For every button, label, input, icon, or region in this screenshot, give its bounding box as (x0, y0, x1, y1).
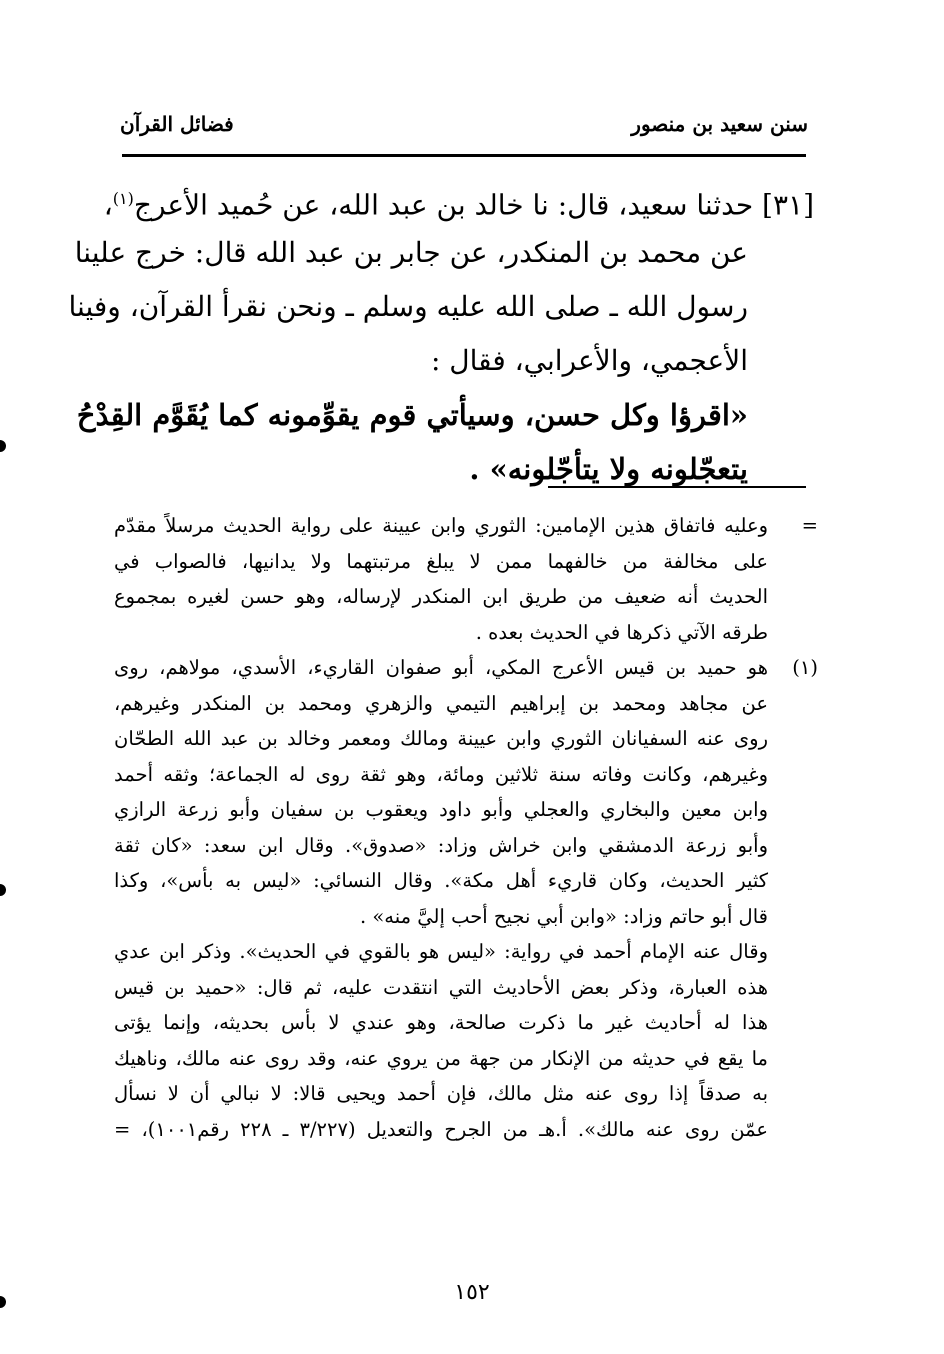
running-header (120, 112, 808, 152)
footnotes (114, 508, 818, 1147)
note-line: (١) هو حميد بن قيس الأعرج المكي، أبو صفوان القاريء، الأسدي، مولاهم، روى (114, 650, 818, 686)
note-line: قال أبو حاتم وزاد: «وابن أبي نجيح أحب إليَّ منه» . (359, 904, 768, 928)
scan-margin-mark (0, 440, 6, 452)
note-line: الحديث أنه ضعيف من طريق ابن المنكدر لإرساله، وهو حسن لغيره بمجموع (114, 585, 768, 608)
note-line: وابن معين والبخاري والعجلي وأبو داود ويعقوب بن سفيان وأبو زرعة الرازي (114, 798, 768, 821)
page-number: ١٥٢ (454, 1280, 490, 1305)
hadith-quote-line-2: يتعجّلونه ولا يتأجّلونه» . (469, 452, 748, 486)
footnote-rule (548, 486, 806, 488)
note-line: عن مجاهد ومحمد بن إبراهيم التيمي والزهري ومحمد بن المنكدر وغيرهم، (114, 691, 768, 715)
note-line: عمّن روى عنه مالك». أ.هـ من الجرح والتعديل (٣/٢٢٧ ـ ٢٢٨ رقم١٠٠١)، = (114, 1117, 768, 1141)
note-line: وغيرهم، وكانت وفاته سنة ثلاثين ومائة، وهو ثقة روى له الجماعة؛ وثقه أحمد (114, 762, 768, 786)
note-line: وأبو زرعة الدمشقي وابن خراش وزاد: «صدوق». وقال ابن سعد: «كان ثقة (114, 833, 768, 857)
continuation-marker: = (801, 514, 818, 537)
note-line: = وعليه فاتفاق هذين الإمامين: الثوري وابن عيينة على رواية الحديث مرسلاً مقدّم (114, 508, 818, 544)
note-line: به صدقاً إذا روى عنه مثل مالك، فإن أحمد ويحيى قالا: لا نبالي أن لا نسأل (114, 1082, 768, 1105)
note-line: طرقه الآتي ذكرها في الحديث بعده . (475, 620, 768, 644)
hadith-number: [٣١] (762, 188, 814, 222)
hadith-quote-line-1: «اقرؤا وكل حسن، وسيأتي قوم يقوِّمونه كما يُقَوَّم القِدْحُ (76, 398, 748, 432)
note-line: هذه العبارة، وذكر بعض الأحاديث التي انتقدت عليه، ثم قال: «حميد بن قيس (114, 975, 768, 999)
note-line: روى عنه السفيانان الثوري وابن عيينة ومالك ومعمر وخالد بن عبد الله الطحّان (114, 727, 768, 750)
note-line: على مخالفة من خالفهما ممن لا يبلغ مرتبتهما ولا يدانيها، فالصواب في (114, 549, 768, 573)
note-line: كثير الحديث، وكان قاريء أهل مكة». وقال النسائي: «ليس به بأس»، وكذا (114, 869, 768, 892)
footnote-marker: (١) (792, 656, 818, 679)
header-rule (122, 154, 806, 157)
hadith-text (68, 172, 814, 496)
hadith-line-2: عن محمد بن المنكدر، عن جابر بن عبد الله قال: خرج علينا (74, 236, 748, 269)
scan-margin-mark (0, 884, 6, 896)
note-line: وقال عنه الإمام أحمد في رواية: «ليس هو بالقوي في الحديث». وذكر ابن عدي (114, 940, 768, 963)
hadith-line-3: رسول الله ـ صلى الله عليه وسلم ـ ونحن نقرأ القرآن، وفينا (68, 290, 748, 323)
section-title: فضائل القرآن (120, 112, 234, 136)
hadith-line-1: [٣١] حدثنا سعيد، قال: نا خالد بن عبد الله، عن حُميد الأعرج$^{(١)}$، (103, 188, 814, 222)
note-line: هذا له أحاديث غير ما ذكرت صالحة، وهو عندي لا بأس بحديثه، وإنما يؤتى (114, 1011, 768, 1034)
note-line: ما يقع في حديثه من الإنكار من جهة من يروي عنه، وقد روى عنه مالك، وناهيك (114, 1046, 768, 1070)
book-title: سنن سعيد بن منصور (631, 112, 808, 136)
hadith-line-4: الأعجمي، والأعرابي، فقال : (430, 344, 748, 377)
footnote-ref: (١) (112, 189, 134, 208)
